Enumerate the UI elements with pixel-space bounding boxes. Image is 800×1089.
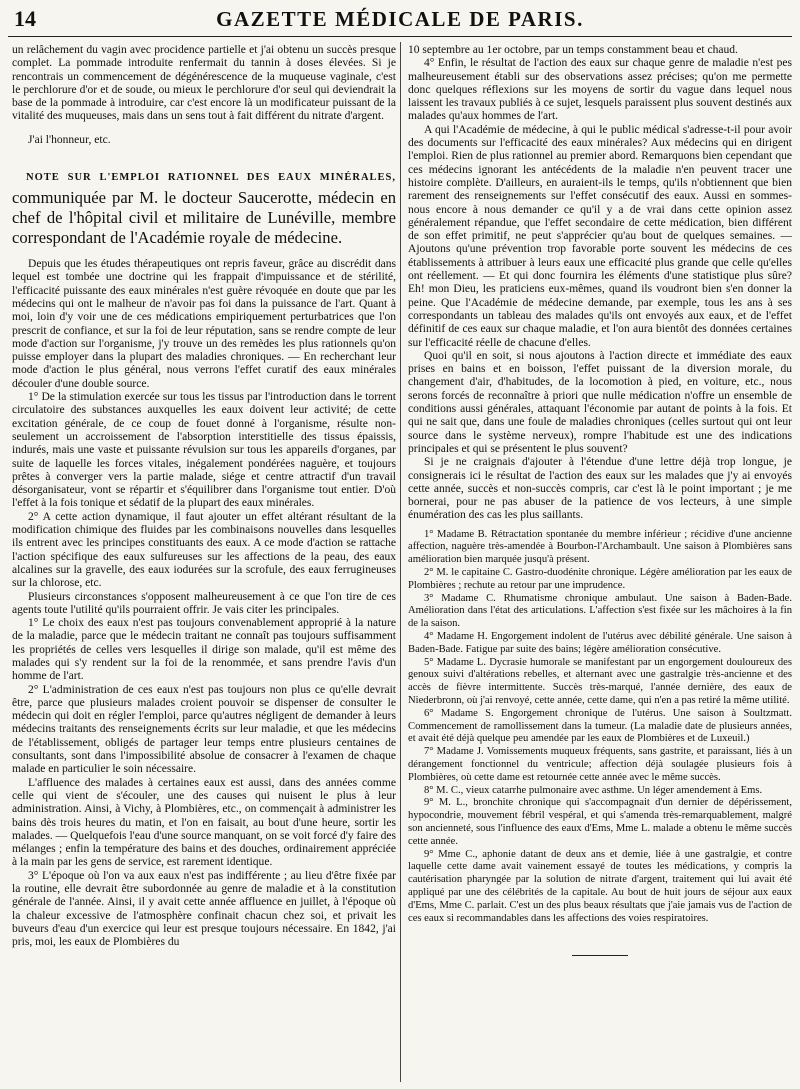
paragraph: 1° De la stimulation exercée sur tous les tissus par l'introduction dans le torrent circulatoire des substances auxquelles les eaux doivent leur activité; de cette excitation générale, de ce coup de fouet donné à l'organisme, résulte non-seulement un accroissement de l'absorption interstitielle des tissus épaissis, indurés, mais une vaste et puissante révulsion sur tous les appareils d'organes, par suite de laquelle les forces vitales, inégalement pondérées naguère, et toujours prêtes à converger vers la partie malade, siége et centre attractif d'un travail désorganisateur, vont se répartir et s'équilibrer dans l'organisme tout entier. D'où l'effet à la fois tonique et sédatif de la plupart des eaux minérales. [12,391,396,510]
paragraph: 4° Enfin, le résultat de l'action des eaux sur chaque genre de maladie n'est pes malheureusement établi sur des observations assez précises; qu'on me permette donc quelques réflexions sur les moyens de sortir du vague dans lequel nous laissent les travaux publiés à ce sujet, lesquels paraissent plus souvent destinés aux malades qu'aux hommes de l'art. [408,57,792,123]
paragraph: 3° L'époque où l'on va aux eaux n'est pas indifférente ; au lieu d'être fixée par la routine, elle devrait être subordonnée au genre de maladie et à la constitution générale de l'année. Ainsi, il y avait cette année affluence en juillet, à l'époque où la chaleur excessive de l'atmosphère confinait chacun chez soi, et privait les buveurs d'eau d'un exercice qui leur est presque toujours nécessaire. En 1842, j'ai pris, moi, les eaux de Plombières du [12,869,396,949]
paragraph: 2° A cette action dynamique, il faut ajouter un effet altérant résultant de la modification chimique des fluides par les combinaisons nouvelles dans lesquelles ils entrent avec les principes constituants des eaux. A ce mode d'action se rattache l'action spécifique des eaux sulfureuses sur les affections de la peau, des eaux alcalines sur la gravelle, des eaux iodurées sur la scrofule, des eaux ferrugineuses sur la chlorose, etc. [12,510,396,590]
paragraph: Si je ne craignais d'ajouter à l'étendue d'une lettre déjà trop longue, je consignerais ici le résultat de l'action des eaux sur les malades que j'y ai envoyés cette année, succès et non-succès compris, car c'est là le point important ; je me bornerai, pour ne pas abuser de la patience de vos lecteurs, à une simple énumération des cas les plus saillants. [408,456,792,522]
paragraph: 1° Le choix des eaux n'est pas toujours convenablement approprié à la nature de la maladie, parce que le médecin traitant ne connaît pas toujours suffisamment les propriétés de celles vers lesquelles il dirige son malade, qu'il est même des malades qui s'y rendent sur la foi de la renommée, et sans prendre l'avis d'un homme de l'art. [12,617,396,683]
paragraph: Plusieurs circonstances s'opposent malheureusement à ce que l'on tire de ces agents toute l'utilité qu'ils pourraient offrir. Je vais citer les principales. [12,590,396,616]
case-item: 9° Mme C., aphonie datant de deux ans et demie, liée à une gastralgie, et contre laquelle cette dame avait vainement essayé de toutes les médications, y compris la cautérisation pharyngée par la solution de nitrate d'argent, traitement qui lui avait été appliqué par une des célébrités de la capitale. Au bout de huit jours de séjour aux eaux d'Ems, Mme C. parlait. C'est un des plus beaux résultats que j'aie jamais vus de l'action de ces eaux si recommandables dans les affections des voies respiratoires. [408,848,792,924]
intro-paragraph: un relâchement du vagin avec procidence partielle et j'ai obtenu un succès presque complet. La pommade introduite renfermait du tannin à doses élevées. Si je rencontrais un commencement de dégénérescence de la muqueuse vaginale, c'est le perchlorure d'or et de soude, ou mieux le perchlorure d'or seul qui deviendrait la base de la pommade à introduire, car c'est encore là un modificateur puissant de la vitalité des muqueuses, mais dans un sens tout à fait différent du nitrate d'argent. [12,44,396,123]
left-column [12,44,396,1084]
paragraph: L'affluence des malades à certaines eaux est aussi, dans des années comme celle qui vient de s'écouler, une des causes qui nuisent le plus à leur administration. Ainsi, à Vichy, à Plombières, etc., on commençait à administrer les bains dès trois heures du matin, et l'on en faisait, au bout d'une heure, sortir les malades. — Quelquefois l'eau d'une source manquant, on se voit forcé d'y faire des mélanges ; enfin la température des bains et des douches, ordinairement appréciée à la main par les gens de service, est rarement identique. [12,776,396,869]
end-rule [572,955,628,956]
journal-title: GAZETTE MÉDICALE DE PARIS. [216,7,584,31]
paragraph: A qui l'Académie de médecine, à qui le public médical s'adresse-t-il pour avoir des documents sur l'efficacité des eaux minérales? Aux médecins qui en dirigent l'emploi. Rien de plus rationnel au premier abord. Remarquons bien cependant que ces médecins ignorant les antécédents de la maladie n'en peuvent tracer une histoire complète. D'ailleurs, en auraient-ils le temps, qu'ils n'obtiennent que bien rarement des renseignements sur l'effet consécutif des eaux. Aussi en sommes-nous encore à nous demander ce qu'il y a de vrai dans cette opinion assez généralement répandue, que l'effet secondaire de cette médication, bien différent de son effet primitif, ne peut s'apprécier qu'au bout de quelques semaines. — Ajoutons qu'une prévention trop favorable porte souvent les médecins de ces établissements à attribuer à leurs eaux une efficacité plus grande que celle qu'elles ont réellement. — Et qui donc fournira les éléments d'une statistique plus sûre? Eh! mon Dieu, les praticiens eux-mêmes, quand ils voudront bien s'en donner la peine. Que l'Académie de médecine demande, par exemple, tous les ans à ses correspondants un tableau des malades qu'ils ont envoyés aux eaux, et de l'effet définitif de ces eaux sur chaque maladie, et l'on aura bientôt des données certaines sur l'efficacité réelle de chacune d'elles. [408,123,792,349]
page-number: 14 [14,6,36,31]
column-divider [400,42,401,1082]
case-item: 1° Madame B. Rétractation spontanée du membre inférieur ; récidive d'une ancienne affection, naguère très-amendée à Bourbon-l'Archambault. Une saison à Plombières sans amélioration bien marquée jusqu'à présent. [408,528,792,566]
case-item: 2° M. le capitaine C. Gastro-duodénite chronique. Légère amélioration par les eaux de Plombières ; rechute au retour par une imprudence. [408,567,792,591]
case-item: 3° Madame C. Rhumatisme chronique ambulaut. Une saison à Baden-Bade. Amélioration dans l'état des articulations. L'affection s'est fixée sur les mâchoires à la fin de la saison. [408,592,792,630]
article-title-rest: communiquée par M. le docteur Saucerotte, médecin en chef de l'hôpital civil et militaire de Lunéville, membre correspondant de l'Académie royale de médecine. [12,188,396,248]
paragraph: Depuis que les études thérapeutiques ont repris faveur, grâce au discrédit dans lequel est tombée une doctrine qui les frappait d'impuissance et de stérilité, l'efficacité puissante des eaux minérales n'est guère révoquée en doute que par les médecins qui ont le malheur de n'avoir pas foi dans la puissance de l'art. Quant à moi, loin d'y voir une de ces médications empiriquement perturbatrices que l'on prescrit de confiance, et sur la foi de leur réputation, sans se rendre compte de leur mode d'action sur l'organisme, j'y trouve un des remèdes les plus rationnels qu'on puisse employer dans la plupart des maladies chroniques. — En recherchant leur mode d'action le plus général, nous verrons l'effet curatif des eaux minérales découler d'une double source. [12,258,396,390]
case-item: 5° Madame L. Dycrasie humorale se manifestant par un engorgement douloureux des genoux suivi d'altérations rebelles, et alternant avec une gastralgie très-ancienne et des accès de fièvre intermittente. Succès très-marqué, l'année dernière, des eaux de Niederbronn, où j'ai renvoyé, cette année, cette dame, qui n'en a pas retiré la même utilité. [408,656,792,707]
right-column [408,44,792,1084]
paragraph: 10 septembre au 1er octobre, par un temps constamment beau et chaud. [408,44,738,56]
article-title [12,165,396,248]
case-item: 4° Madame H. Engorgement indolent de l'utérus avec débilité générale. Une saison à Baden-Bade. Fatigue par suite des bains; légère amélioration consécutive. [408,631,792,655]
paragraph: 2° L'administration de ces eaux n'est pas toujours non plus ce qu'elle devrait être, parce que plusieurs malades croient pouvoir se dispenser de consulter le médecin qui doit en régler l'emploi, parce qu'autres négligent de demander à leurs médecins traitants des renseignements écrits sur leur maladie, et que les médecins de l'établissement, obligés de partager leur temps entre plusieurs centaines de consultants, sont dans l'impossibilité absolue de consacrer à l'examen de chaque malade en particulier le soin nécessaire. [12,683,396,776]
case-item: 9° M. L., bronchite chronique qui s'accompagnait d'un dernier de dépérissement, hypocondrie, mouvement fébril vespéral, et qui s'amenda très-remarquablement, malgré son ancienneté, sous l'influence des eaux d'Ems, Mme L. malade a obtenu le même succès cette année. [408,797,792,847]
paragraph: Quoi qu'il en soit, si nous ajoutons à l'action directe et immédiate des eaux prises en bains et en boisson, l'effet puissant de la diversion morale, du changement d'air, d'habitudes, de la locomotion à pied, en voiture, etc., nous serons forcés de reconnaître à priori que nulle médication n'offre un ensemble de conditions aussi générales, attaquant l'économie par autant de points à la fois. Et qui ne sait que, dans une foule de maladies chroniques (celles surtout qui ont leur source dans le système nerveux), rompre l'habitude est une des indications principales et qui se présentent le plus souvent? [408,349,792,455]
article-title-lead: NOTE SUR L'EMPLOI RATIONNEL DES EAUX MINÉRALES, [26,172,396,184]
page-header [8,4,792,37]
closing-salutation: J'ai l'honneur, etc. [28,133,111,146]
case-item: 6° Madame S. Engorgement chronique de l'utérus. Une saison à Soultzmatt. Commencement de ramollissement dans la tumeur. (La maladie date de plusieurs années, et avait été déjà quelque peu amendée par les eaux de Plombières et de Luxeuil.) [408,707,792,745]
case-item: 7° Madame J. Vomissements muqueux fréquents, sans gastrite, et paraissant, liés à un dérangement fonctionnel du ventricule; affection déjà soulagée plusieurs fois à Plombières, où cette dame est retournée cette année avec le même succès. [408,746,792,783]
case-item: 8° M. C., vieux catarrhe pulmonaire avec asthme. Un léger amendement à Ems. [424,784,763,796]
